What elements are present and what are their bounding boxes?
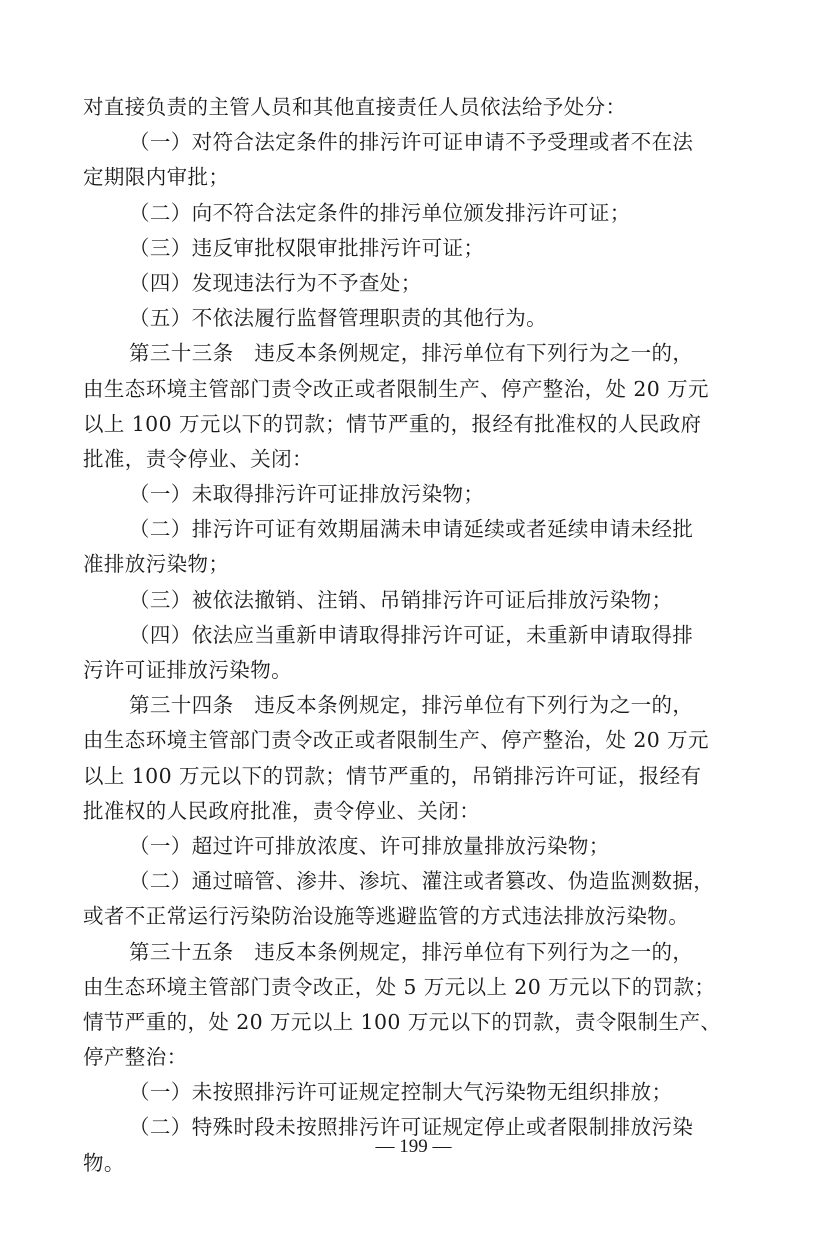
text-line: 物。	[83, 1150, 125, 1175]
article-34-heading-line: 第三十四条 违反本条例规定，排污单位有下列行为之一的，	[129, 693, 694, 718]
text-line: 情节严重的，处 20 万元以上 100 万元以下的罚款，责令限制生产、	[83, 1009, 722, 1034]
text-line: 由生态环境主管部门责令改正或者限制生产、停产整治，处 20 万元	[83, 376, 709, 401]
text-line: 批准，责令停业、关闭：	[83, 446, 313, 471]
text-line: 由生态环境主管部门责令改正，处 5 万元以上 20 万元以下的罚款；	[83, 974, 716, 999]
text-line: 准排放污染物；	[83, 552, 230, 577]
text-line: （三）违反审批权限审批排污许可证；	[129, 235, 485, 260]
text-line: （四）依法应当重新申请取得排污许可证，未重新申请取得排	[129, 622, 694, 647]
text-line: （四）发现违法行为不予查处；	[129, 270, 422, 295]
text-line: 以上 100 万元以下的罚款；情节严重的，报经有批准权的人民政府	[83, 411, 702, 436]
text-line: 以上 100 万元以下的罚款；情节严重的，吊销排污许可证，报经有	[83, 763, 702, 788]
article-33-heading-line: 第三十三条 违反本条例规定，排污单位有下列行为之一的，	[129, 341, 694, 366]
text-line: （一）未按照排污许可证规定控制大气污染物无组织排放；	[129, 1080, 673, 1105]
text-line: （一）未取得排污许可证排放污染物；	[129, 482, 485, 507]
article-35-heading-line: 第三十五条 违反本条例规定，排污单位有下列行为之一的，	[129, 939, 694, 964]
text-line: 停产整治：	[83, 1045, 188, 1070]
text-line: （一）超过许可排放浓度、许可排放量排放污染物；	[129, 833, 610, 858]
text-line: 定期限内审批；	[83, 165, 230, 190]
text-line: （二）向不符合法定条件的排污单位颁发排污许可证；	[129, 200, 631, 225]
text-line: （二）排污许可证有效期届满未申请延续或者延续申请未经批	[129, 517, 694, 542]
text-line: 由生态环境主管部门责令改正或者限制生产、停产整治，处 20 万元	[83, 728, 709, 753]
text-line: 污许可证排放污染物。	[83, 658, 292, 682]
page-number: — 199 —	[375, 1136, 452, 1157]
text-line: （三）被依法撤销、注销、吊销排污许可证后排放污染物；	[129, 587, 673, 612]
text-line: 批准权的人民政府批准，责令停业、关闭：	[83, 798, 481, 823]
text-line: （一）对符合法定条件的排污许可证申请不予受理或者不在法	[129, 130, 694, 155]
document-body	[83, 90, 741, 1181]
text-line: （二）特殊时段未按照排污许可证规定停止或者限制排放污染	[129, 1115, 694, 1140]
text-line: 对直接负责的主管人员和其他直接责任人员依法给予处分：	[83, 95, 627, 119]
text-line: 或者不正常运行污染防治设施等逃避监管的方式违法排放污染物。	[83, 904, 690, 929]
text-line: （二）通过暗管、渗井、渗坑、灌注或者篡改、伪造监测数据，	[129, 869, 715, 894]
text-line: （五）不依法履行监督管理职责的其他行为。	[129, 306, 547, 331]
